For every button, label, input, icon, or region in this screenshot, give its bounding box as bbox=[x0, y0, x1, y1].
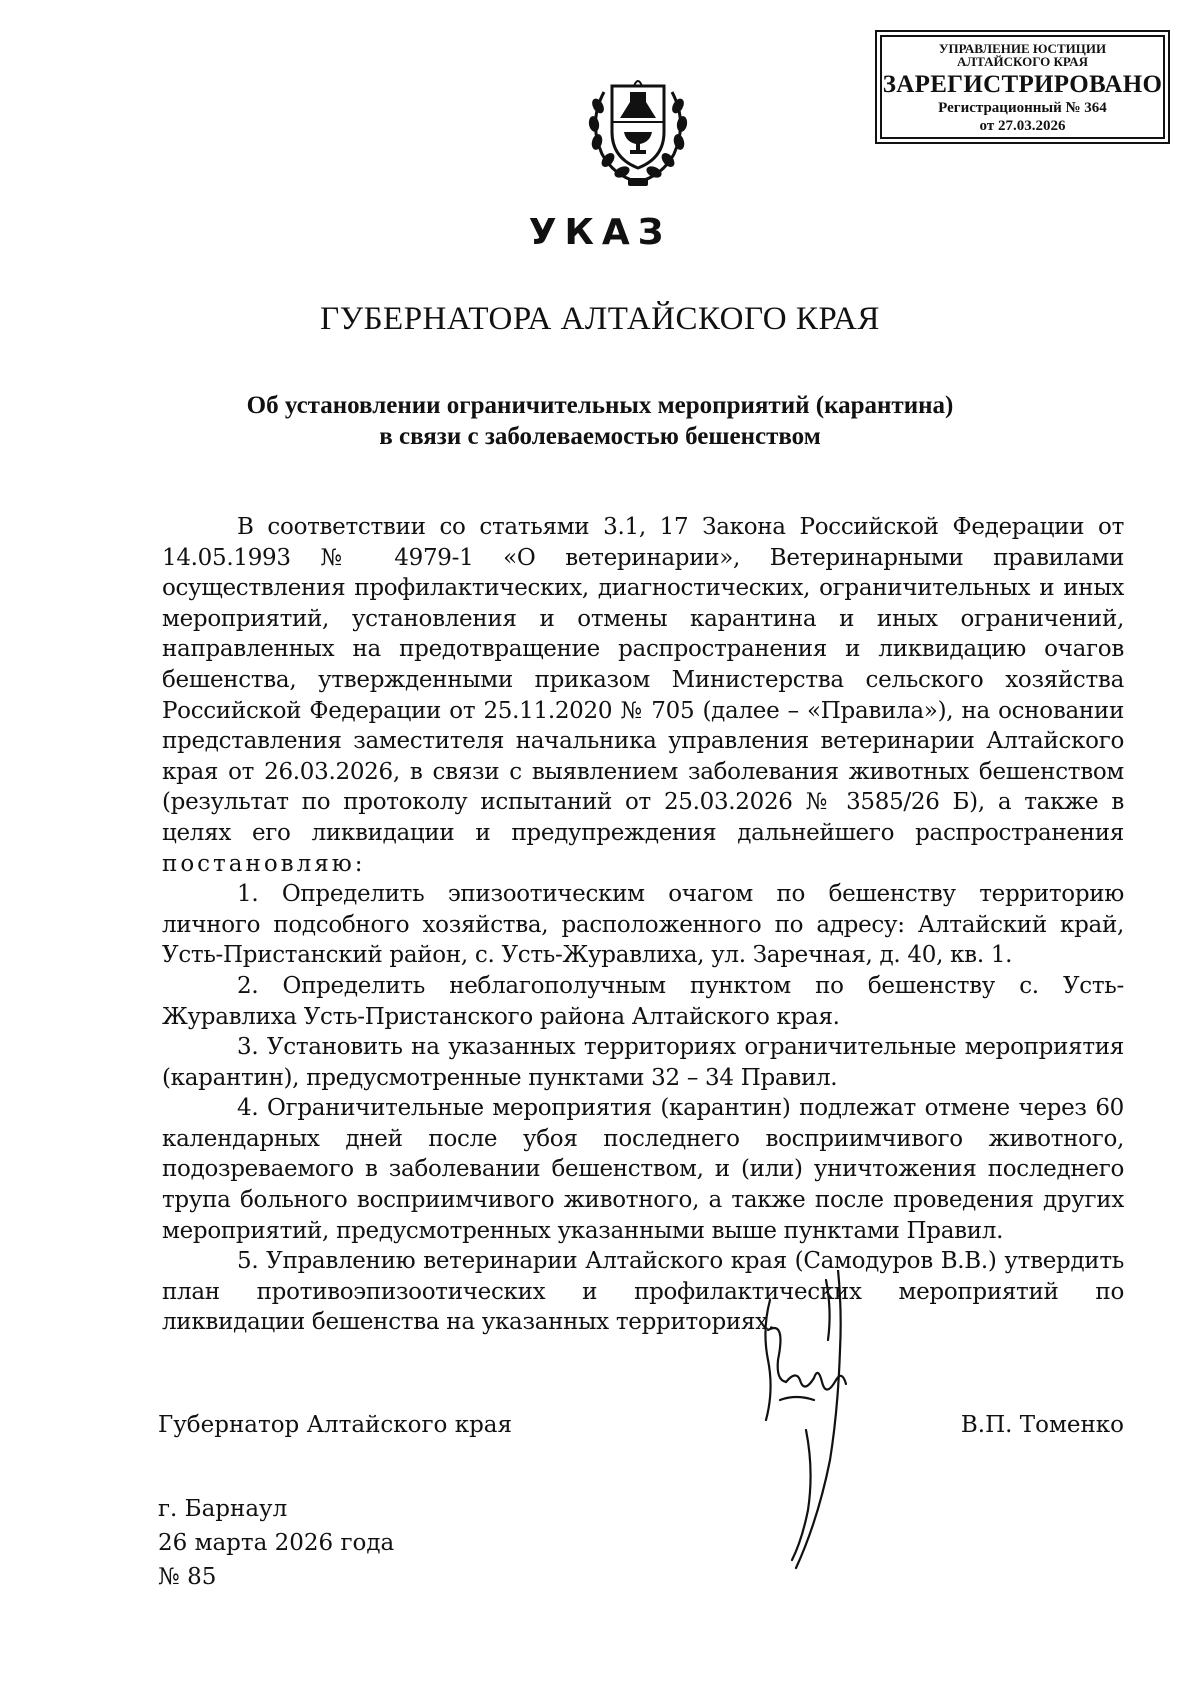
decree-word: постановляю bbox=[162, 850, 355, 877]
document-body bbox=[162, 512, 1124, 1338]
decree-item-5: 5. Управлению ветеринарии Алтайского края (Самодуров В.В.) утвердить план противоэпизоотических и профилактических мероприятий по ликвидации бешенства на указанных территориях. bbox=[162, 1248, 1124, 1336]
document-subject-line1: Об установлении ограничительных мероприятий (карантина) bbox=[246, 392, 954, 419]
decree-item-4: 4. Ограничительные мероприятия (карантин) подлежат отмене через 60 календарных дней после убоя последнего восприимчивого животного, подозреваемого в заболевании бешенством, и (или) уничтожения последнего трупа больного восприимчивого животного, а также после проведения других мероприятий, предусмотренных указанными выше пунктами Правил. bbox=[162, 1095, 1124, 1244]
document-subject bbox=[0, 390, 1200, 452]
stamp-status: ЗАРЕГИСТРИРОВАНО bbox=[882, 71, 1163, 98]
issue-city: г. Барнаул bbox=[158, 1496, 288, 1522]
decree-item-3: 3. Установить на указанных территориях ограничительные мероприятия (карантин), предусмотренные пунктами 32 – 34 Правил. bbox=[162, 1034, 1124, 1091]
decree-suffix: : bbox=[354, 850, 363, 877]
issue-date: 26 марта 2026 года bbox=[158, 1530, 395, 1556]
coat-of-arms-icon bbox=[584, 62, 692, 190]
document-subject-line2: в связи с заболеваемостью бешенством bbox=[379, 423, 821, 450]
stamp-registration-number: Регистрационный № 364 bbox=[938, 100, 1107, 116]
preamble-text: В соответствии со статьями 3.1, 17 Закона Российской Федерации от 14.05.1993 № 4979-1 «О ветеринарии», Ветеринарными правилами осуществления профилактических, диагностических, ограничительных и иных мероприятий, установления и отмены карантина и иных ограничений, направленных на предотвращение распространения и ликвидацию очагов бешенства, утвержденными приказом Министерства сельского хозяйства Российской Федерации от 25.11.2020 № 705 (далее – «Правила»), на основании представления заместителя начальника управления ветеринарии Алтайского края от 26.03.2026, в связи с выявлением заболевания животных бешенством (результат по протоколу испытаний от 25.03.2026 № 3585/26 Б), а также в целях его ликвидации и предупреждения дальнейшего распространения bbox=[162, 514, 1124, 846]
registration-stamp-frame bbox=[880, 35, 1165, 139]
decree-item-2: 2. Определить неблагополучным пунктом по бешенству с. Усть-Журавлиха Усть-Пристанского района Алтайского края. bbox=[162, 972, 1124, 1030]
decree-item-1: 1. Определить эпизоотическим очагом по бешенству территорию личного подсобного хозяйства, расположенного по адресу: Алтайский край, Усть-Пристанский район, с. Усть-Журавлиха, ул. Заречная, д. 40, кв. 1. bbox=[162, 881, 1124, 969]
document-type: УКАЗ bbox=[528, 212, 672, 253]
signer-name: В.П. Томенко bbox=[960, 1412, 1124, 1438]
stamp-org-line2: АЛТАЙСКОГО КРАЯ bbox=[957, 54, 1088, 69]
document-issuer: ГУБЕРНАТОРА АЛТАЙСКОГО КРАЯ bbox=[320, 301, 880, 337]
registration-stamp bbox=[875, 30, 1170, 144]
stamp-org-line1: УПРАВЛЕНИЕ ЮСТИЦИИ bbox=[938, 41, 1107, 56]
preamble-paragraph bbox=[162, 512, 1124, 879]
handwritten-signature-icon bbox=[756, 1270, 886, 1570]
signer-title: Губернатор Алтайского края bbox=[158, 1412, 513, 1438]
decree-number: № 85 bbox=[158, 1564, 217, 1590]
stamp-registration-date: от 27.03.2026 bbox=[979, 118, 1066, 134]
